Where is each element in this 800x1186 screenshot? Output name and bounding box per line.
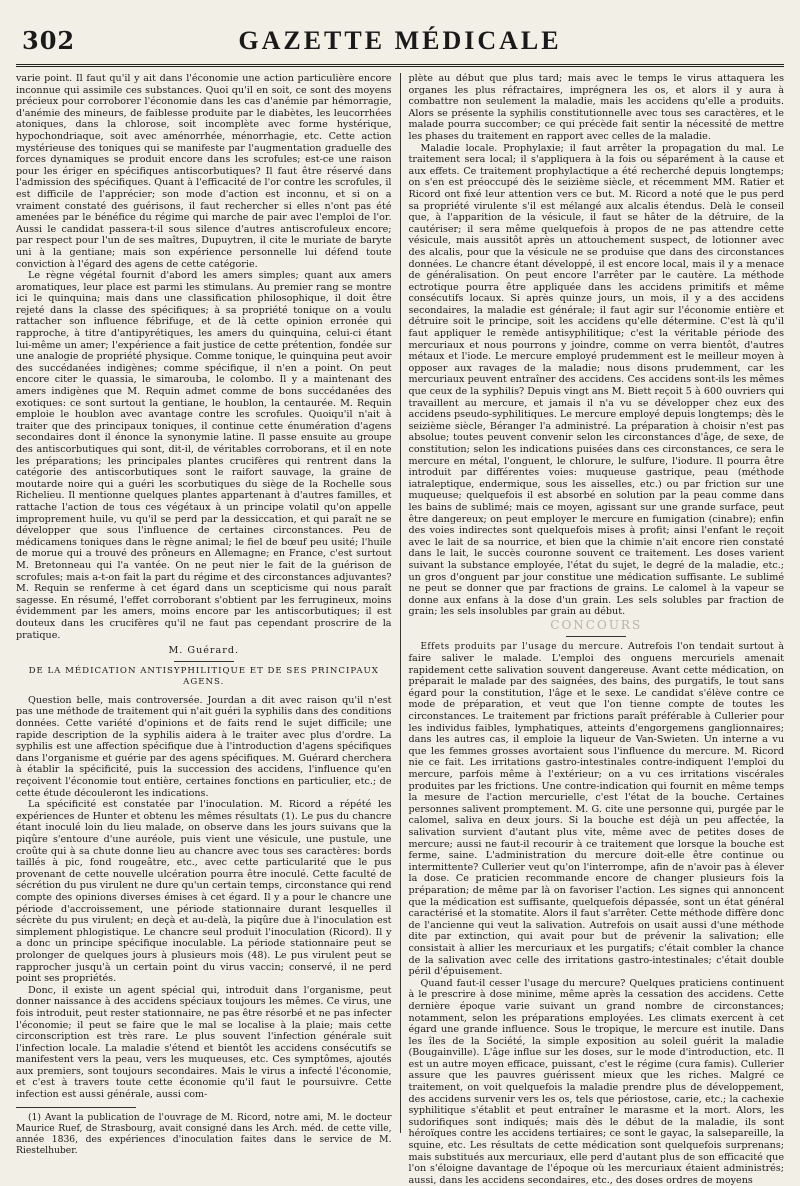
paragraph: plète au début que plus tard; mais avec le temps le virus attaquera les organes les plus réfractaires, imprégnera les os, et alors il y aura à combattre non seulement la maladie, mais les accidens qu'elle a produits. Alors se présente la syphilis constitutionnelle avec tous ses caractères, et le malade pourra succomber; ce qui précède fait sentir la nécessité de mettre les phases du traitement en rapport avec celles de la maladie. [408,73,784,142]
author-signature: M. Guérard. [168,645,240,657]
right-column [401,73,785,1186]
footnote-text: (1) Avant la publication de l'ouvrage de M. Ricord, notre ami, M. le docteur Maurice Ruef, de Strasbourg, avait consigné dans les Arch. méd. de cette ville, année 1836, des expériences d'inoculation faites dans le service de M. Riestelhuber. [16,1111,392,1156]
subhead-paragraph [409,641,785,978]
paragraph: Donc, il existe un agent spécial qui, introduit dans l'organisme, peut donner naissance à des accidens spéciaux toujours les mêmes. Ce virus, une fois introduit, peut rester stationnaire, ne pas être résorbé et ne pas infecter l'économie; il peut se faire que le mal se localise à la plaie; mais cette circonscription est très rare. Le plus souvent l'infection générale suit l'infection locale. La maladie s'étend et bientôt les accidens consécutifs se manifestent vers la peau, vers les muqueuses, etc. Ces symptômes, ajoutés aux premiers, sont toujours secondaires. Mais le virus a infecté l'économie, et c'est à travers toute cette économie qu'il faut le poursuivre. Cette infection est aussi générale, aussi com- [16,984,392,1101]
section-title: DE LA MÉDICATION ANTISYPHILITIQUE ET DE SES PRINCIPAUX AGENS. [28,665,379,688]
footnote [16,1112,392,1156]
paragraph: Question belle, mais controversée. Jourdan a dit avec raison qu'il n'est pas une méthode de traitement qui n'ait guéri la syphilis dans des conditions données. Cette variété d'opinions et de faits rend le sujet difficile; une rapide description de la syphilis aidera à le traiter avec plus d'ordre. La syphilis est une affection spécifique due à l'introduction d'agens spécifiques dans l'organisme et guérie par des agens spécifiques. M. Guérard cherchera à établir la spécificité, puis la succession des accidens, l'influence qu'en reçoivent l'économie tout entière, certaines fonctions en particulier, etc.; de cette étude découleront les indications. [16,694,392,799]
journal-title: GAZETTE MÉDICALE [238,26,562,55]
show-through-heading: CONCOURS [550,617,643,632]
paragraph: La spécificité est constatée par l'inoculation. M. Ricord a répété les expériences de Hunter et obtenu les mêmes résultats (1). Le pus du chancre étant inoculé loin du lieu malade, on observe dans les jours suivans que la piqûre s'entoure d'une auréole, puis vient une vésicule, une pustule, une croûte qui à sa chute donne lieu au chancre avec tous ses caractères: bords taillés à pic, fond rougeâtre, etc., avec cette particularité que le pus provenant de cette nouvelle ulcération pourra être inoculé. Cette faculté de sécrétion du pus virulent ne dure qu'un certain temps, circonstance qui rend compte des opinions diverses émises à cet égard. Il y a pour le chancre une période d'accroissement, une période stationnaire durant lesquelles il sécrète du pus virulent; en deçà et au-delà, la piqûre due à l'inoculation est simplement phlogistique. Le chancre seul produit l'inoculation (Ricord). Il y a donc un principe spécifique inoculable. La période stationnaire peut se prolonger de quelques jours à plusieurs mois (48). Le pus virulent peut se rapprocher jusqu'à un certain point du virus vaccin; conservé, il ne perd point ses propriétés. [16,799,392,985]
paragraph-text: Autrefois l'on tendait surtout à faire saliver le malade. L'emploi des onguens mercuriels amenait rapidement cette salivation souvent dangereuse. Avant cette médication, on préparait le malade par des saignées, des bains, des purgatifs, le tout sans égard pour la constitution, l'âge et le sexe. Le candidat s'élève contre ce mode de préparation, et veut que l'on tienne compte de toutes les circonstances. Le traitement par frictions paraît préférable à Cullerier pour les individus faibles, lymphatiques, atteints d'engorgemens ganglionnaires; dans les autres cas, il emploie la liqueur de Van-Swieten. Un interne a vu que les femmes grosses avortaient sous l'influence du mercure. M. Ricord nie ce fait. Les irritations gastro-intestinales contre-indiquent l'emploi du mercure, parfois même à l'extérieur; on a vu ces irritations viscérales produites par les frictions. Une contre-indication qui fournit en même temps la mesure de l'action mercurielle, c'est l'état de la bouche. Certaines personnes salivent promptement. M. G. cite une personne qui, purgée par le calomel, saliva en deux jours. Si la bouche est déjà un peu affectée, la salivation survient d'autant plus vite, même avec de petites doses de mercure; aussi ne faut-il recourir à ce traitement que lorsque la bouche est ferme, saine. L'administration du mercure doit-elle être continue ou intermittente? Cullerier veut qu'on l'interrompe, afin de n'avoir pas à élever la dose. Ce praticien recommande encore de changer plusieurs fois la préparation; de même par là on favoriser l'action. Les signes qui annoncent que la médication est suffisante, quelquefois dépassée, sont un état général caractérisé et la stomatite. Alors il faut s'arrêter. Cette méthode diffère donc de l'ancienne qui veut la salivation. Autrefois on usait aussi d'une méthode dite par extinction, qui avait pour but de prévenir la salivation; elle consistait à allier les mercuriaux et les purgatifs; c'était combler la chance de la salivation avec celle des irritations gastro-intestinales; c'était double péril d'épuisement. [408,640,784,978]
text-columns [16,73,784,1186]
section-divider [174,661,234,662]
paragraph: Quand faut-il cesser l'usage du mercure? Quelques praticiens continuent à le prescrire à dose minime, même après la cessation des accidens. Cette dernière époque varie suivant un grand nombre de circonstances; notamment, selon les préparations employées. Les climats exercent à cet égard une grande influence. Sous le tropique, le mercure est inutile. Dans les îles de la Société, la simple exposition au soleil guérit la maladie (Bougainville). L'âge influe sur les doses, sur le mode d'introduction, etc. Il est un autre moyen efficace, puissant, c'est le régime (cura famis). Cullerier assure que les pauvres guérissent mieux que les riches. Malgré ce traitement, on voit quelquefois la maladie prendre plus de développement, des accidens survenir vers les os, tels que périostose, carie, etc.; la cachexie syphilitique s'établit et peut entraîner le marasme et la mort. Alors, les sudorifiques sont indiqués; mais dès le début de la maladie, ils sont héroïques contre les accidens tertiaires; ce sont le gayac, la salsepareille, la squine, etc. Les résultats de cette médication sont quelquefois surprenans; mais substitués aux mercuriaux, elle perd d'autant plus de son efficacité que l'on s'éloigne davantage de l'époque où les mercuriaux étaient administrés; aussi, dans les accidens secondaires, etc., des doses ordres de moyens [408,977,784,1186]
page-number: 302 [22,26,76,55]
footnote-divider [16,1107,136,1108]
masthead [16,20,784,67]
paragraph: Maladie locale. Prophylaxie; il faut arrêter la propagation du mal. Le traitement sera local; il s'appliquera à la fois ou séparément à la cause et aux effets. Ce traitement prophylactique a été recherché depuis longtemps; on s'en est préoccupé dès le seizième siècle, et récemment MM. Ratier et Ricord ont fixé leur attention vers ce but. M. Ricord a noté que le pus perd sa propriété virulente s'il est mélangé aux alcalis étendus. Delà le conseil que, à l'apparition de la vésicule, il faut se hâter de la détruire, de la cautériser; il sera même quelquefois à propos de ne pas attendre cette vésicule, mais aussitôt après un attouchement suspect, de lotionner avec des alcalis, pour que la vésicule ne se produise que dans des circonstances données. Le chancre étant développé, il est encore local, mais il y a menace de généralisation. On peut encore l'arrêter par le cautère. La méthode ectrotique pourra être appliquée dans les accidens primitifs et même consécutifs locaux. Si après quinze jours, un mois, il y a des accidens secondaires, la maladie est générale; il faut agir sur l'économie entière et détruire soit le principe, soit les accidens qu'elle détermine. C'est là qu'il faut appliquer le remède antisyphilitique; c'est la véritable période des mercuriaux et nous pourrons y joindre, comme on verra bientôt, d'autres métaux et l'iode. Le mercure employé prudemment est le meilleur moyen à opposer aux ravages de la maladie; nous disons prudemment, car les mercuriaux peuvent entraîner des accidens. Ces accidens sont-ils les mêmes que ceux de la syphilis? Depuis vingt ans M. Biett reçoit 5 à 600 ouvriers qui travaillent au mercure, et jamais il n'a vu se développer chez eux des accidens pseudo-syphilitiques. Le mercure employé depuis longtemps; dès le seizième siècle, Béranger l'a administré. La préparation à choisir n'est pas absolue; toutes peuvent convenir selon les circonstances d'âge, de sexe, de constitution; selon les indications puisées dans ces circonstances, ce sera le mercure en métal, l'onguent, le chlorure, le sulfure, l'iodure. Il pourra être introduit par différentes voies: muqueuse gastrique, peau (méthode iatraleptique, endermique, sous les aisselles, etc.) ou par friction sur une muqueuse; quelquefois il est absorbé en solution par la peau comme dans les bains de sublimé; mais ce moyen, agissant sur une grande surface, peut être dangereux; on peut employer le mercure en fumigation (cinabre); enfin des voies indirectes sont quelquefois mises à profit; ainsi l'enfant le reçoit avec le lait de sa nourrice, et bien que la chimie n'ait encore rien constaté dans le lait, le succès couronne souvent ce traitement. Les doses varient suivant la substance employée, l'état du sujet, le degré de la maladie, etc.; un gros d'onguent par jour constitue une médication suffisante. Le sublimé ne peut se donner que par fractions de grains. Le calomel à la vapeur se donne aux enfans à la dose d'un grain. Les sels solubles par fraction de grain; les sels insolubles par grain au début. [408,142,784,618]
run-in-heading: Effets produits par l'usage du mercure. [420,641,624,652]
paragraph: varie point. Il faut qu'il y ait dans l'économie une action particulière encore inconnue qui assimile ces substances. Quoi qu'il en soit, ce sont des moyens précieux pour corroborer l'économie dans les cas d'anémie par hémorragie, d'anémie des mineurs, de faiblesse produite par le diabètes, les leucorrhées atoniques, dans la chlorose, soit incomplète avec forme hystérique, hypochondriaque, soit avec aménorrhée, ménorrhagie, etc. Cette action mystérieuse des toniques qui se manifeste par l'augmentation graduelle des forces dynamiques se produit encore dans les scrofules; est-ce une raison pour les ériger en spécifiques antiscorbutiques? Il faut être réservé dans l'admission des spécifiques. Quant à l'efficacité de l'or contre les scrofules, il est difficile de l'apprécier; son mode d'action est inconnu, et si on a vraiment constaté des guérisons, il faut rechercher si elles n'ont pas été amenées par le bénéfice du régime qui marche de pair avec l'emploi de l'or. Aussi le candidat passera-t-il sous silence d'autres antiscrofuleux encore; par respect pour l'un de ses maîtres, Dupuytren, il cite le muriate de baryte uni à la gentiane; mais son expérience personnelle lui défend toute conviction à l'égard des agens de cette catégorie. [16,73,392,270]
section-divider [566,636,626,637]
left-column [16,73,400,1156]
paragraph: Le règne végétal fournit d'abord les amers simples; quant aux amers aromatiques, leur place est parmi les stimulans. Au premier rang se montre ici le quinquina; mais dans une classification philosophique, il doit être rejeté dans la classe des spécifiques; à sa propriété tonique on a voulu rattacher son influence fébrifuge, et de là cette opinion erronée qui rapproche, à titre d'antipyrétiques, les amers du quinquina, celui-ci étant lui-même un amer; l'expérience a fait justice de cette prétention, fondée sur une analogie de propriété physique. Comme tonique, le quinquina peut avoir des succédanées indigènes; comme spécifique, il n'en a point. On peut encore citer le quassia, le simarouba, le colombo. Il y a maintenant des amers indigènes que M. Requin admet comme de bons succédanées des exotiques: ce sont surtout la gentiane, le houblon, la centaurée. M. Requin emploie le houblon avec avantage contre les scrofules. Quoiqu'il n'ait à traiter que des principaux toniques, il continue cette énumération d'agens secondaires dont il énonce la synonymie latine. Il passe ensuite au groupe des antiscorbutiques qui sont, dit-il, de véritables corroborans, et il en note les préparations; les principales plantes crucifères qui rentrent dans la catégorie des antiscorbutiques sont le raifort sauvage, la graine de moutarde noire qui a guéri les scorbutiques du siège de la Rochelle sous Richelieu. Il mentionne quelques plantes appartenant à d'autres familles, et rattache l'action de tous ces végétaux à un principe volatil qu'on appelle improprement huile, vu qu'il se perd par la dessiccation, et qui paraît ne se développer que sous l'influence de certaines circonstances. Peu de médicamens toniques dans le règne animal; le fiel de bœuf peu usité; l'huile de morue qui a trouvé des prôneurs en Allemagne; en France, c'est surtout M. Bretonneau qui l'a vantée. On ne peut nier le fait de la guérison de scrofules; mais a-t-on fait la part du régime et des circonstances adjuvantes? M. Requin se renferme à cet égard dans un scepticisme qui nous paraît sagesse. En résumé, l'effet corroborant s'obtient par les ferrugineux, moins évidemment par les amers, moins encore par les antiscorbutiques; il est douteux dans les crucifères qu'il ne faut pas cependant proscrire de la pratique. [16,270,392,641]
